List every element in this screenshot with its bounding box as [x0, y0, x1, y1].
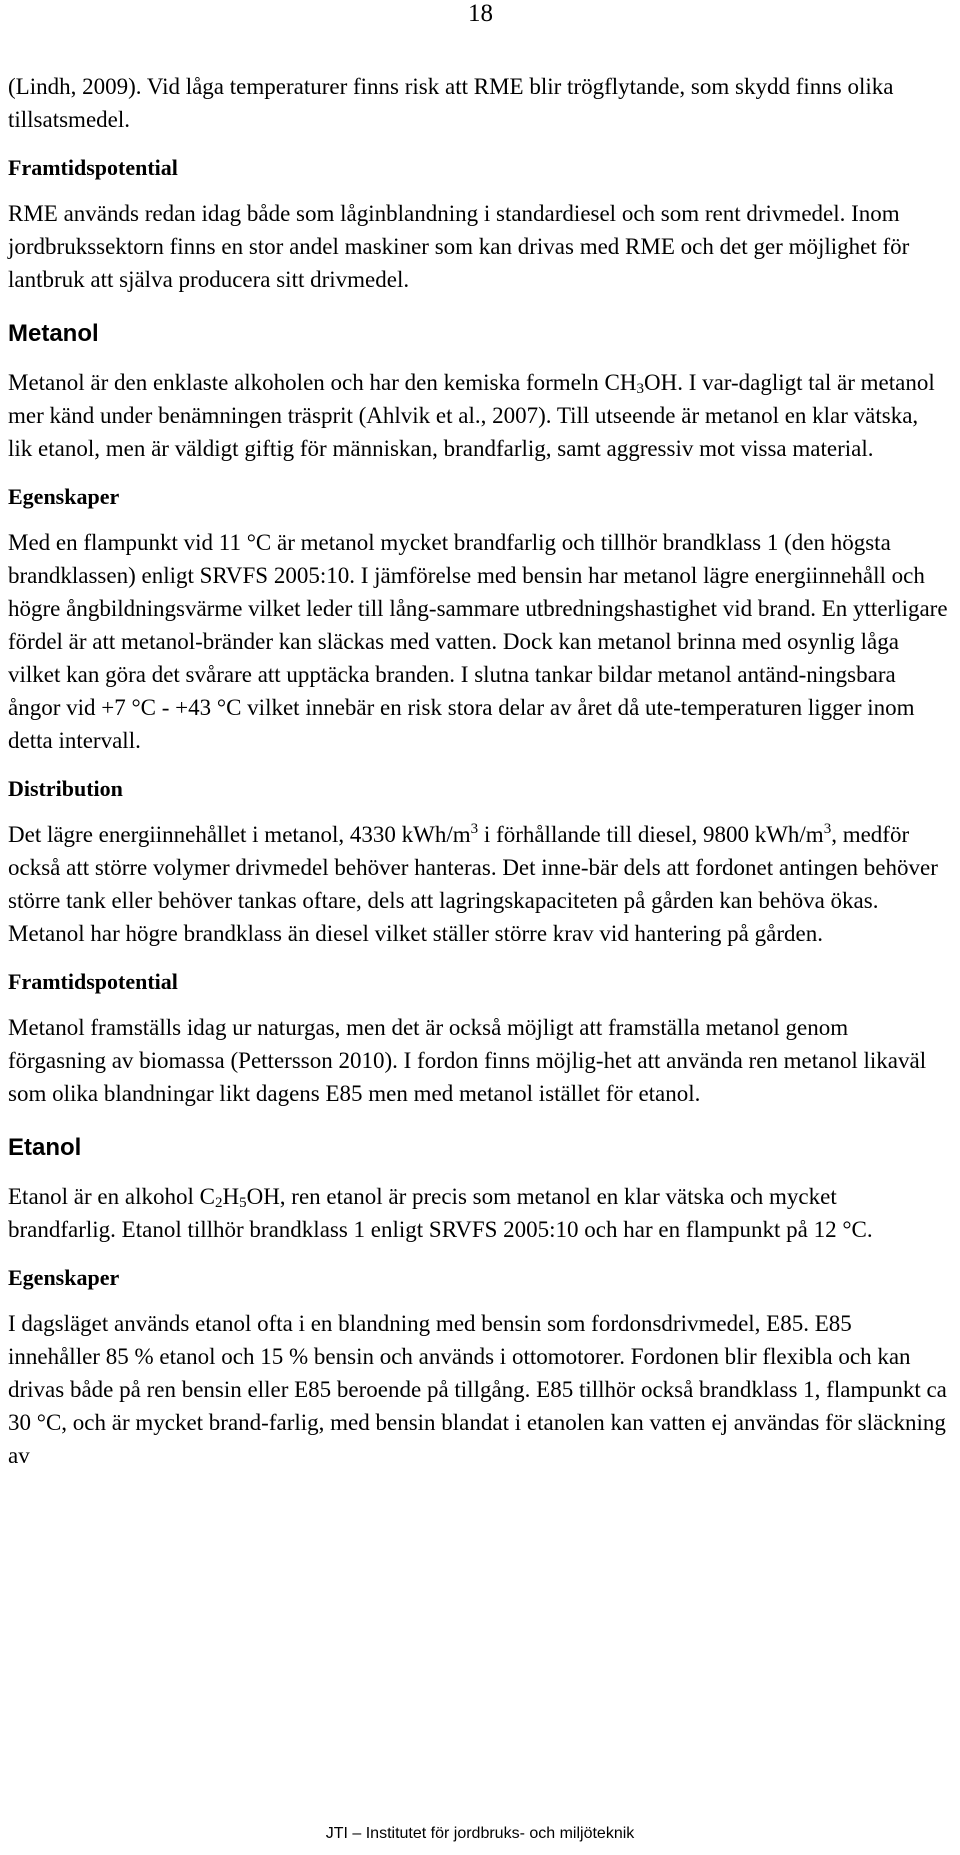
- heading-egenskaper-metanol: Egenskaper: [8, 484, 120, 509]
- paragraph-rme-end: (Lindh, 2009). Vid låga temperaturer finns risk att RME blir trögflytande, som skydd finns olika tillsatsmedel.: [8, 74, 894, 132]
- paragraph-metanol-intro: Metanol är den enklaste alkoholen och har den kemiska formeln $CH_3OH$. I var-dagligt tal är metanol mer känd under benämningen träsprit (Ahlvik et al., 2007). Till utseende är metanol en klar vätska, lik etanol, men är väldigt giftig för människan, brandfarlig, samt aggressiv mot vissa material.: [8, 370, 935, 461]
- heading-framtidspotential-metanol: Framtidspotential: [8, 969, 178, 994]
- heading-metanol: Metanol: [8, 320, 99, 347]
- paragraph-etanol-egenskaper: I dagsläget används etanol ofta i en blandning med bensin som fordonsdrivmedel, E85. E85 innehåller 85 % etanol och 15 % bensin och används i ottomotorer. Fordonen blir flexibla och kan drivas både på ren bensin eller E85 beroende på tillgång. E85 tillhör också brandklass 1, flampunkt ca 30 °C, och är mycket brand-farlig, med bensin blandat i etanolen kan vatten ej användas för släckning av: [8, 1311, 947, 1468]
- paragraph-rme-framtid: RME används redan idag både som låginblandning i standardiesel och som rent drivmedel. Inom jordbrukssektorn finns en stor andel maskiner som kan drivas med RME och det ger möjlighet för lantbruk att själva producera sitt drivmedel.: [8, 201, 910, 292]
- paragraph-distribution: Det lägre energiinnehållet i metanol, 4330 kWh/$m^3$ i förhållande till diesel, 9800 kWh/$m^3$, medför också att större volymer drivmedel behöver hanteras. Det inne-bär dels att fordonet antingen behöver större tank eller behöver tankas oftare, dels att lagringskapaciteten på gården kan behöva ökas. Metanol har högre brandklass än diesel vilket ställer större krav vid hantering på gården.: [8, 821, 938, 946]
- paragraph-metanol-egenskaper: Med en flampunkt vid 11 °C är metanol mycket brandfarlig och tillhör brandklass 1 (den högsta brandklassen) enligt SRVFS 2005:10. I jämförelse med bensin har metanol lägre energiinnehåll och högre ångbildningsvärme vilket leder till lång-sammare utbredningshastighet vid brand. En ytterligare fördel är att metanol-bränder kan släckas med vatten. Dock kan metanol brinna med osynlig låga vilket kan göra det svårare att upptäcka branden. I slutna tankar bildar metanol antänd-ningsbara ångor vid +7 °C - +43 °C vilket innebär en risk stora delar av året då ute-temperaturen ligger inom detta intervall.: [8, 530, 948, 753]
- heading-framtidspotential-rme: Framtidspotential: [8, 155, 178, 180]
- heading-distribution: Distribution: [8, 776, 123, 801]
- page-footer: JTI – Institutet för jordbruks- och miljöteknik: [325, 1825, 635, 1842]
- page-content: [8, 70, 948, 1472]
- paragraph-etanol-intro: Etanol är en alkohol $C_2H_5OH$, ren etanol är precis som metanol en klar vätska och mycket brandfarlig. Etanol tillhör brandklass 1 enligt SRVFS 2005:10 och har en flampunkt på 12 °C.: [8, 1184, 873, 1242]
- paragraph-metanol-framtid: Metanol framställs idag ur naturgas, men det är också möjligt att framställa metanol genom förgasning av biomassa (Pettersson 2010). I fordon finns möjlig-het att använda ren metanol likaväl som olika blandningar likt dagens E85 men med metanol istället för etanol.: [8, 1015, 927, 1106]
- heading-etanol: Etanol: [8, 1134, 82, 1161]
- page-number: 18: [468, 0, 493, 27]
- heading-egenskaper-etanol: Egenskaper: [8, 1265, 120, 1290]
